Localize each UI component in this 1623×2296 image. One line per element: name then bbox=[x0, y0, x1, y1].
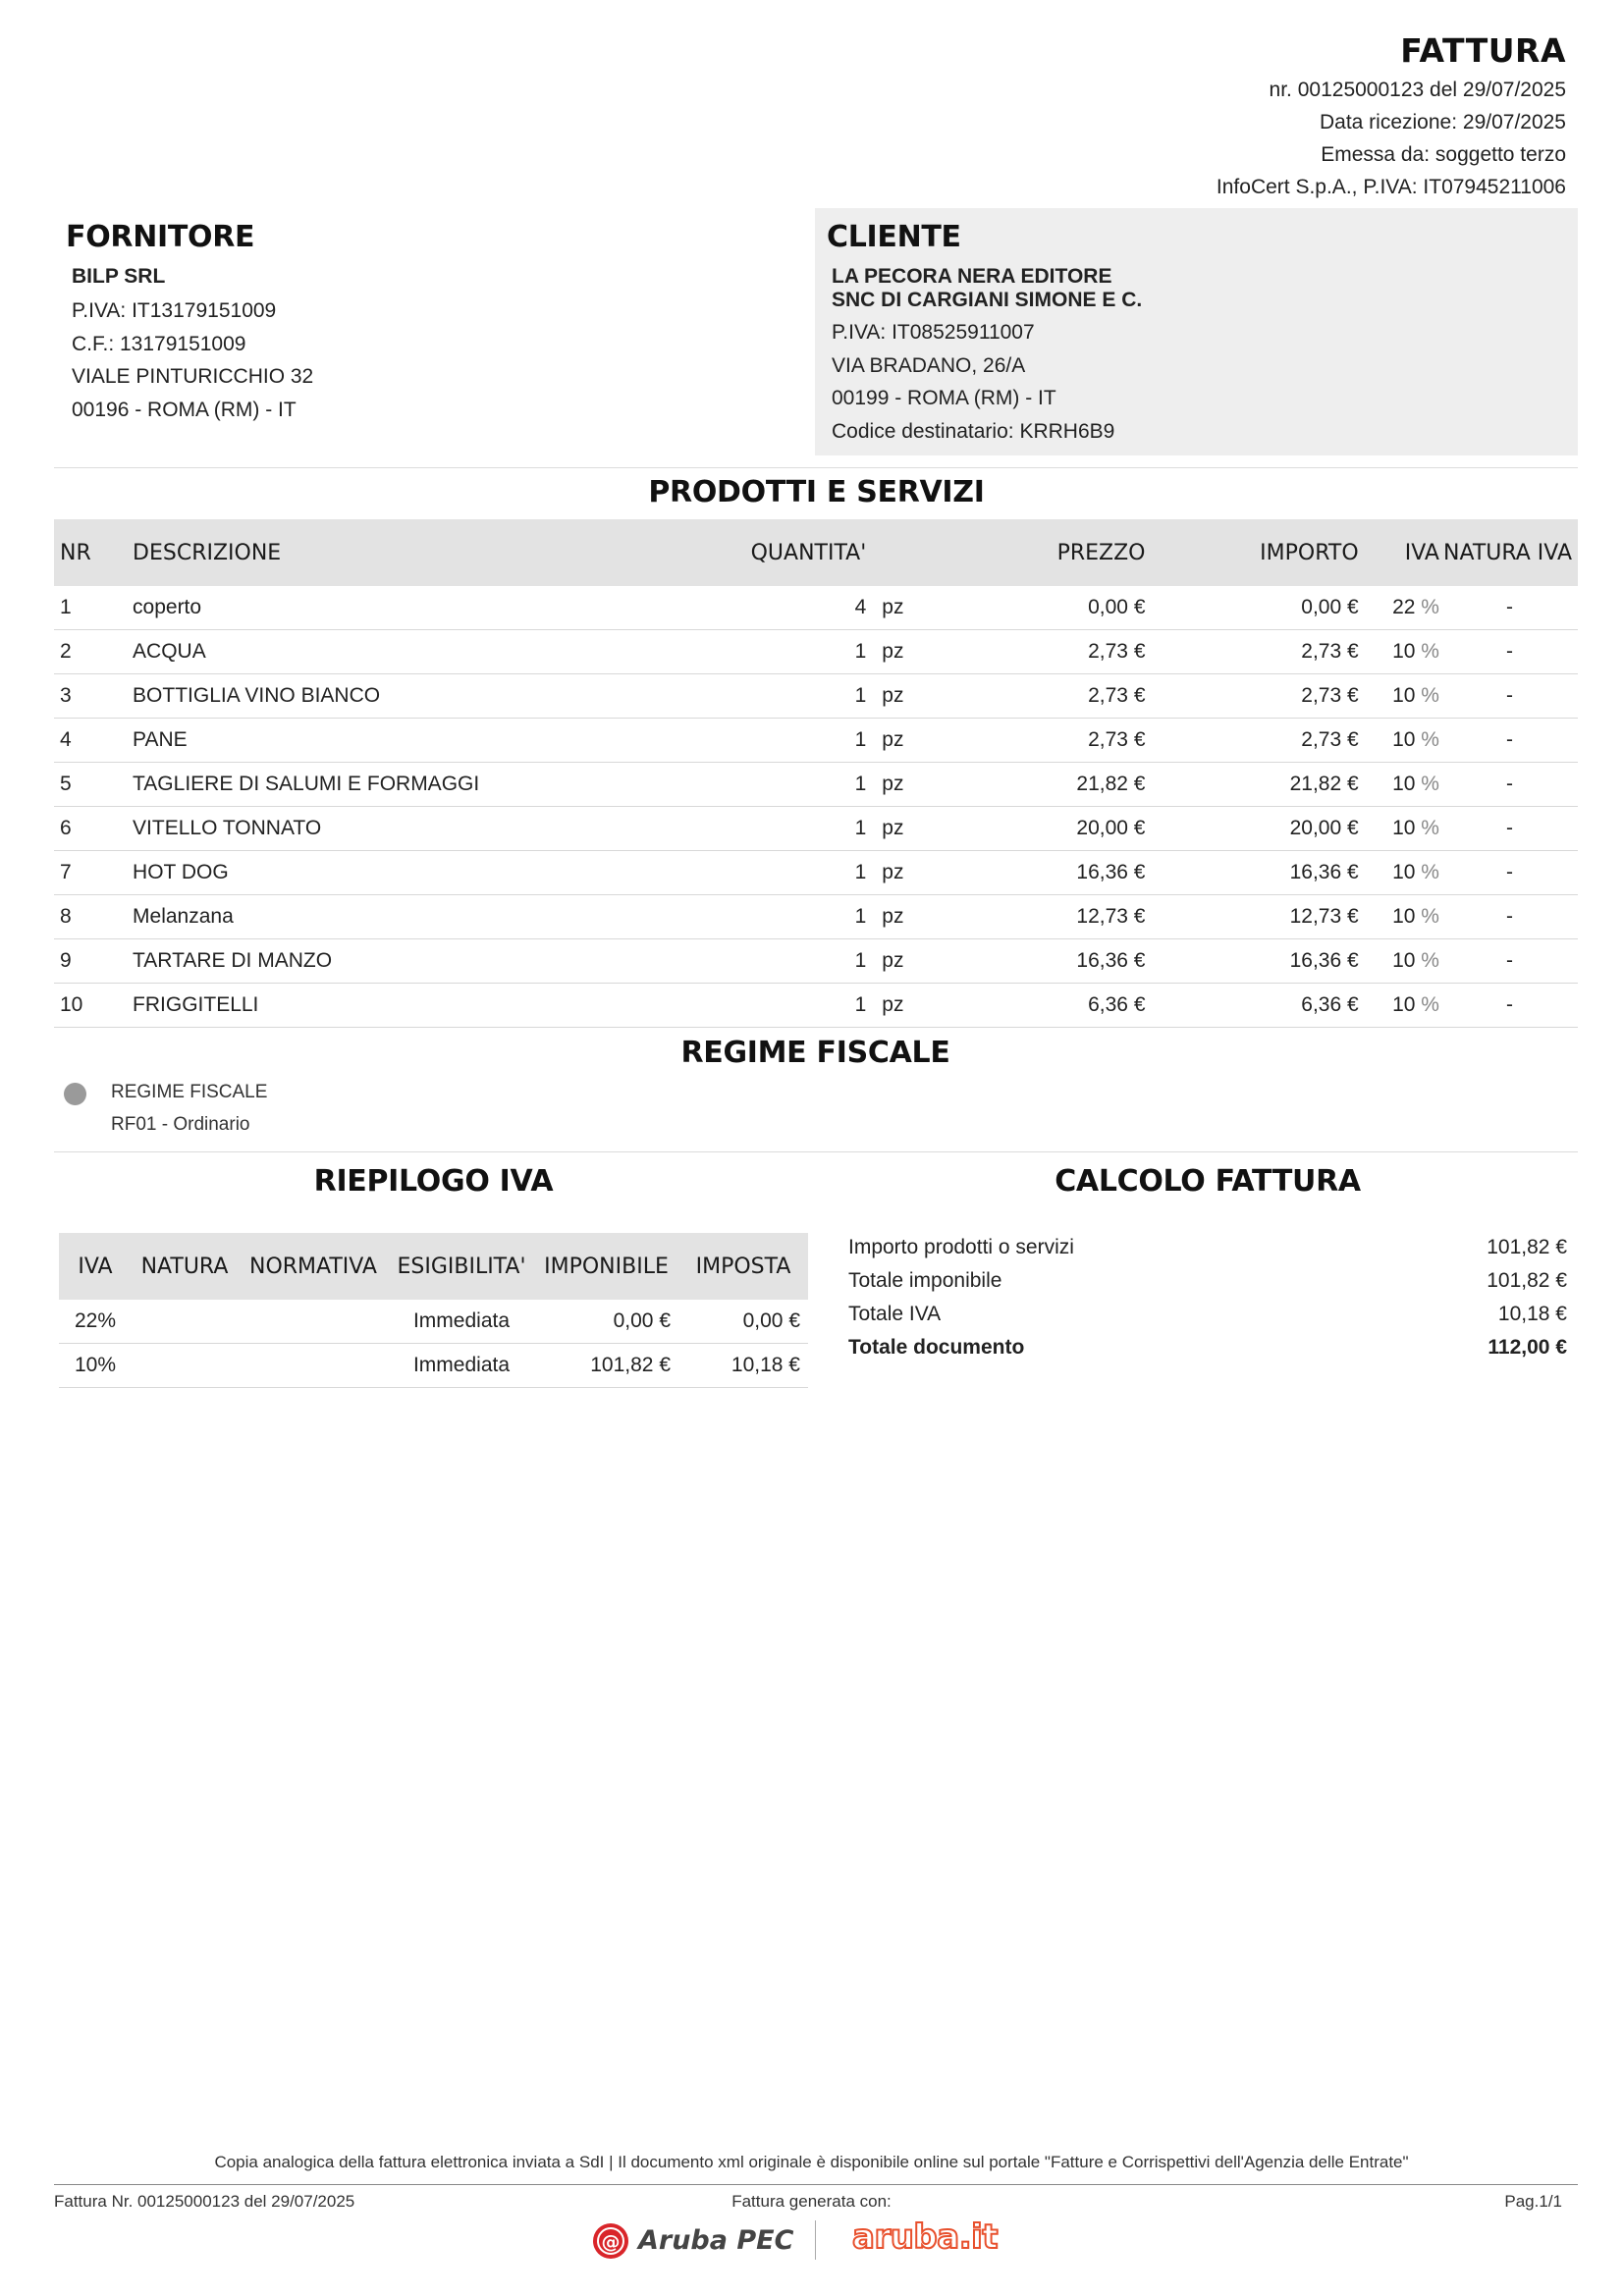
riepilogo-header-row bbox=[59, 1233, 808, 1300]
row-natura-iva: - bbox=[1441, 586, 1578, 630]
row-amount: 2,73 € bbox=[1152, 630, 1365, 674]
row-quantity: 1 bbox=[605, 719, 872, 763]
iva-value: 10 bbox=[1392, 993, 1416, 1016]
percent-sign: % bbox=[1421, 640, 1439, 663]
row-imposta: 0,00 € bbox=[678, 1300, 808, 1344]
col-iva: IVA bbox=[1365, 519, 1441, 586]
row-natura-iva: - bbox=[1441, 851, 1578, 895]
col-natura-iva: NATURA IVA bbox=[1441, 519, 1578, 586]
row-natura-iva: - bbox=[1441, 719, 1578, 763]
table-row bbox=[54, 586, 1578, 630]
row-unit: pz bbox=[872, 630, 929, 674]
row-price: 2,73 € bbox=[930, 719, 1152, 763]
row-unit: pz bbox=[872, 895, 929, 939]
percent-sign: % bbox=[1421, 905, 1439, 928]
col-unit bbox=[872, 519, 929, 586]
calcolo-label: Totale imponibile bbox=[848, 1269, 1002, 1292]
row-amount: 16,36 € bbox=[1152, 939, 1365, 984]
percent-sign: % bbox=[1421, 596, 1439, 618]
row-iva bbox=[1365, 630, 1441, 674]
row-iva bbox=[1365, 807, 1441, 851]
calcolo-value: 101,82 € bbox=[1487, 1236, 1567, 1258]
invoice-number: nr. 00125000123 del 29/07/2025 bbox=[1269, 79, 1566, 101]
percent-sign: % bbox=[1421, 993, 1439, 1016]
row-description: Melanzana bbox=[123, 895, 605, 939]
supplier-city: 00196 - ROMA (RM) - IT bbox=[72, 399, 297, 421]
row-iva bbox=[1365, 719, 1441, 763]
row-quantity: 1 bbox=[605, 630, 872, 674]
table-row bbox=[54, 763, 1578, 807]
row-description: TARTARE DI MANZO bbox=[123, 939, 605, 984]
percent-sign: % bbox=[1421, 728, 1439, 751]
calcolo-label: Importo prodotti o servizi bbox=[848, 1236, 1074, 1258]
row-amount: 2,73 € bbox=[1152, 719, 1365, 763]
supplier-title: FORNITORE bbox=[66, 220, 255, 254]
row-description: HOT DOG bbox=[123, 851, 605, 895]
row-iva bbox=[1365, 851, 1441, 895]
row-nr: 8 bbox=[54, 895, 123, 939]
row-iva bbox=[1365, 939, 1441, 984]
row-unit: pz bbox=[872, 674, 929, 719]
row-iva bbox=[1365, 984, 1441, 1028]
aruba-pec-seal-icon bbox=[589, 2220, 634, 2260]
logo-separator bbox=[815, 2220, 816, 2260]
row-price: 21,82 € bbox=[930, 763, 1152, 807]
regime-value: RF01 - Ordinario bbox=[111, 1114, 250, 1135]
percent-sign: % bbox=[1421, 861, 1439, 883]
calcolo-value: 10,18 € bbox=[1497, 1303, 1567, 1325]
col-price: PREZZO bbox=[930, 519, 1152, 586]
row-iva: 10% bbox=[59, 1344, 132, 1388]
row-natura-iva: - bbox=[1441, 763, 1578, 807]
row-description: BOTTIGLIA VINO BIANCO bbox=[123, 674, 605, 719]
col-iva: IVA bbox=[59, 1233, 132, 1300]
table-row bbox=[59, 1344, 808, 1388]
iva-value: 22 bbox=[1392, 596, 1416, 618]
row-quantity: 1 bbox=[605, 763, 872, 807]
row-unit: pz bbox=[872, 851, 929, 895]
row-normativa bbox=[238, 1300, 389, 1344]
table-row bbox=[54, 630, 1578, 674]
row-price: 20,00 € bbox=[930, 807, 1152, 851]
row-imponibile: 0,00 € bbox=[534, 1300, 678, 1344]
row-quantity: 1 bbox=[605, 984, 872, 1028]
products-table bbox=[54, 519, 1578, 1028]
row-unit: pz bbox=[872, 807, 929, 851]
row-iva: 22% bbox=[59, 1300, 132, 1344]
supplier-vat: P.IVA: IT13179151009 bbox=[72, 299, 277, 322]
supplier-block bbox=[52, 208, 798, 455]
row-iva bbox=[1365, 586, 1441, 630]
supplier-name: BILP SRL bbox=[72, 265, 166, 288]
col-natura: NATURA bbox=[132, 1233, 238, 1300]
issued-by: Emessa da: soggetto terzo bbox=[1321, 143, 1566, 166]
row-esigibilita: Immediata bbox=[389, 1344, 534, 1388]
table-row bbox=[54, 851, 1578, 895]
supplier-cf: C.F.: 13179151009 bbox=[72, 333, 246, 355]
intermediary: InfoCert S.p.A., P.IVA: IT07945211006 bbox=[1216, 176, 1566, 198]
row-iva bbox=[1365, 895, 1441, 939]
row-natura-iva: - bbox=[1441, 984, 1578, 1028]
row-quantity: 4 bbox=[605, 586, 872, 630]
col-nr: NR bbox=[54, 519, 123, 586]
iva-value: 10 bbox=[1392, 861, 1416, 883]
iva-value: 10 bbox=[1392, 817, 1416, 839]
table-row bbox=[54, 939, 1578, 984]
client-address: VIA BRADANO, 26/A bbox=[832, 354, 1026, 377]
col-imponibile: IMPONIBILE bbox=[534, 1233, 678, 1300]
calcolo-row bbox=[848, 1236, 1567, 1269]
col-imposta: IMPOSTA bbox=[678, 1233, 808, 1300]
products-title: PRODOTTI E SERVIZI bbox=[648, 475, 985, 509]
client-city: 00199 - ROMA (RM) - IT bbox=[832, 387, 1056, 409]
row-iva bbox=[1365, 763, 1441, 807]
row-nr: 3 bbox=[54, 674, 123, 719]
percent-sign: % bbox=[1421, 773, 1439, 795]
row-natura bbox=[132, 1300, 238, 1344]
row-price: 2,73 € bbox=[930, 630, 1152, 674]
table-row bbox=[54, 674, 1578, 719]
row-nr: 2 bbox=[54, 630, 123, 674]
calcolo-label: Totale IVA bbox=[848, 1303, 942, 1325]
row-nr: 5 bbox=[54, 763, 123, 807]
client-name-line2: SNC DI CARGIANI SIMONE E C. bbox=[832, 289, 1143, 311]
iva-value: 10 bbox=[1392, 773, 1416, 795]
row-amount: 21,82 € bbox=[1152, 763, 1365, 807]
col-description: DESCRIZIONE bbox=[123, 519, 605, 586]
row-price: 16,36 € bbox=[930, 939, 1152, 984]
row-amount: 2,73 € bbox=[1152, 674, 1365, 719]
footer-divider bbox=[54, 2184, 1578, 2185]
row-description: ACQUA bbox=[123, 630, 605, 674]
row-amount: 0,00 € bbox=[1152, 586, 1365, 630]
row-nr: 10 bbox=[54, 984, 123, 1028]
products-header-row bbox=[54, 519, 1578, 586]
row-amount: 20,00 € bbox=[1152, 807, 1365, 851]
row-imposta: 10,18 € bbox=[678, 1344, 808, 1388]
aruba-it-text: aruba.it bbox=[852, 2217, 999, 2257]
row-amount: 16,36 € bbox=[1152, 851, 1365, 895]
table-row bbox=[59, 1300, 808, 1344]
row-price: 2,73 € bbox=[930, 674, 1152, 719]
client-title: CLIENTE bbox=[827, 220, 961, 254]
row-unit: pz bbox=[872, 984, 929, 1028]
row-imponibile: 101,82 € bbox=[534, 1344, 678, 1388]
row-amount: 6,36 € bbox=[1152, 984, 1365, 1028]
row-nr: 7 bbox=[54, 851, 123, 895]
row-natura-iva: - bbox=[1441, 674, 1578, 719]
row-natura bbox=[132, 1344, 238, 1388]
row-natura-iva: - bbox=[1441, 807, 1578, 851]
footer-generated-with: Fattura generata con: bbox=[731, 2192, 892, 2211]
aruba-pec-logo bbox=[589, 2220, 793, 2260]
col-esigibilita: ESIGIBILITA' bbox=[389, 1233, 534, 1300]
footer-page-number: Pag.1/1 bbox=[1504, 2192, 1562, 2211]
percent-sign: % bbox=[1421, 817, 1439, 839]
regime-label: REGIME FISCALE bbox=[111, 1082, 268, 1102]
row-description: PANE bbox=[123, 719, 605, 763]
client-vat: P.IVA: IT08525911007 bbox=[832, 321, 1035, 344]
table-row bbox=[54, 807, 1578, 851]
row-normativa bbox=[238, 1344, 389, 1388]
row-description: coperto bbox=[123, 586, 605, 630]
riepilogo-table bbox=[59, 1233, 808, 1388]
iva-value: 10 bbox=[1392, 640, 1416, 663]
table-row bbox=[54, 895, 1578, 939]
col-normativa: NORMATIVA bbox=[238, 1233, 389, 1300]
riepilogo-title: RIEPILOGO IVA bbox=[313, 1164, 554, 1199]
calcolo-label: Totale documento bbox=[848, 1336, 1025, 1359]
calcolo-value: 101,82 € bbox=[1487, 1269, 1567, 1292]
client-recipient-code: Codice destinatario: KRRH6B9 bbox=[832, 420, 1115, 443]
row-natura-iva: - bbox=[1441, 895, 1578, 939]
percent-sign: % bbox=[1421, 949, 1439, 972]
row-quantity: 1 bbox=[605, 895, 872, 939]
row-nr: 6 bbox=[54, 807, 123, 851]
divider bbox=[54, 467, 1578, 468]
aruba-pec-text: Aruba PEC bbox=[638, 2224, 794, 2256]
col-amount: IMPORTO bbox=[1152, 519, 1365, 586]
client-name bbox=[832, 265, 1142, 312]
row-price: 16,36 € bbox=[930, 851, 1152, 895]
row-unit: pz bbox=[872, 719, 929, 763]
iva-value: 10 bbox=[1392, 949, 1416, 972]
iva-value: 10 bbox=[1392, 905, 1416, 928]
row-description: VITELLO TONNATO bbox=[123, 807, 605, 851]
row-amount: 12,73 € bbox=[1152, 895, 1365, 939]
svg-text:@: @ bbox=[601, 2231, 621, 2253]
row-quantity: 1 bbox=[605, 674, 872, 719]
divider bbox=[54, 1151, 1578, 1152]
row-price: 12,73 € bbox=[930, 895, 1152, 939]
row-iva bbox=[1365, 674, 1441, 719]
row-natura-iva: - bbox=[1441, 630, 1578, 674]
calcolo-list bbox=[848, 1236, 1567, 1369]
col-quantity: QUANTITA' bbox=[605, 519, 872, 586]
row-unit: pz bbox=[872, 939, 929, 984]
iva-value: 10 bbox=[1392, 728, 1416, 751]
invoice-title: FATTURA bbox=[1400, 31, 1566, 70]
footer-invoice-ref: Fattura Nr. 00125000123 del 29/07/2025 bbox=[54, 2192, 355, 2211]
footer-note: Copia analogica della fattura elettronica inviata a SdI | Il documento xml originale è disponibile online sul portale "Fatture e Corrispettivi dell'Agenzia delle Entrate" bbox=[214, 2153, 1409, 2171]
table-row bbox=[54, 719, 1578, 763]
calcolo-title: CALCOLO FATTURA bbox=[1055, 1164, 1361, 1199]
bullet-icon bbox=[64, 1083, 86, 1105]
row-price: 6,36 € bbox=[930, 984, 1152, 1028]
row-unit: pz bbox=[872, 586, 929, 630]
iva-value: 10 bbox=[1392, 684, 1416, 707]
row-quantity: 1 bbox=[605, 851, 872, 895]
client-block bbox=[815, 208, 1578, 455]
row-nr: 9 bbox=[54, 939, 123, 984]
row-quantity: 1 bbox=[605, 939, 872, 984]
regime-title: REGIME FISCALE bbox=[680, 1036, 950, 1070]
row-description: TAGLIERE DI SALUMI E FORMAGGI bbox=[123, 763, 605, 807]
table-row bbox=[54, 984, 1578, 1028]
supplier-address: VIALE PINTURICCHIO 32 bbox=[72, 365, 314, 388]
calcolo-row bbox=[848, 1303, 1567, 1336]
calcolo-value: 112,00 € bbox=[1488, 1336, 1567, 1359]
calcolo-row bbox=[848, 1269, 1567, 1303]
client-name-line1: LA PECORA NERA EDITORE bbox=[832, 265, 1112, 288]
row-price: 0,00 € bbox=[930, 586, 1152, 630]
row-natura-iva: - bbox=[1441, 939, 1578, 984]
received-date: Data ricezione: 29/07/2025 bbox=[1319, 111, 1566, 133]
row-nr: 4 bbox=[54, 719, 123, 763]
row-description: FRIGGITELLI bbox=[123, 984, 605, 1028]
row-esigibilita: Immediata bbox=[389, 1300, 534, 1344]
calcolo-row bbox=[848, 1336, 1567, 1369]
row-unit: pz bbox=[872, 763, 929, 807]
percent-sign: % bbox=[1421, 684, 1439, 707]
row-nr: 1 bbox=[54, 586, 123, 630]
aruba-it-logo bbox=[852, 2215, 998, 2260]
row-quantity: 1 bbox=[605, 807, 872, 851]
